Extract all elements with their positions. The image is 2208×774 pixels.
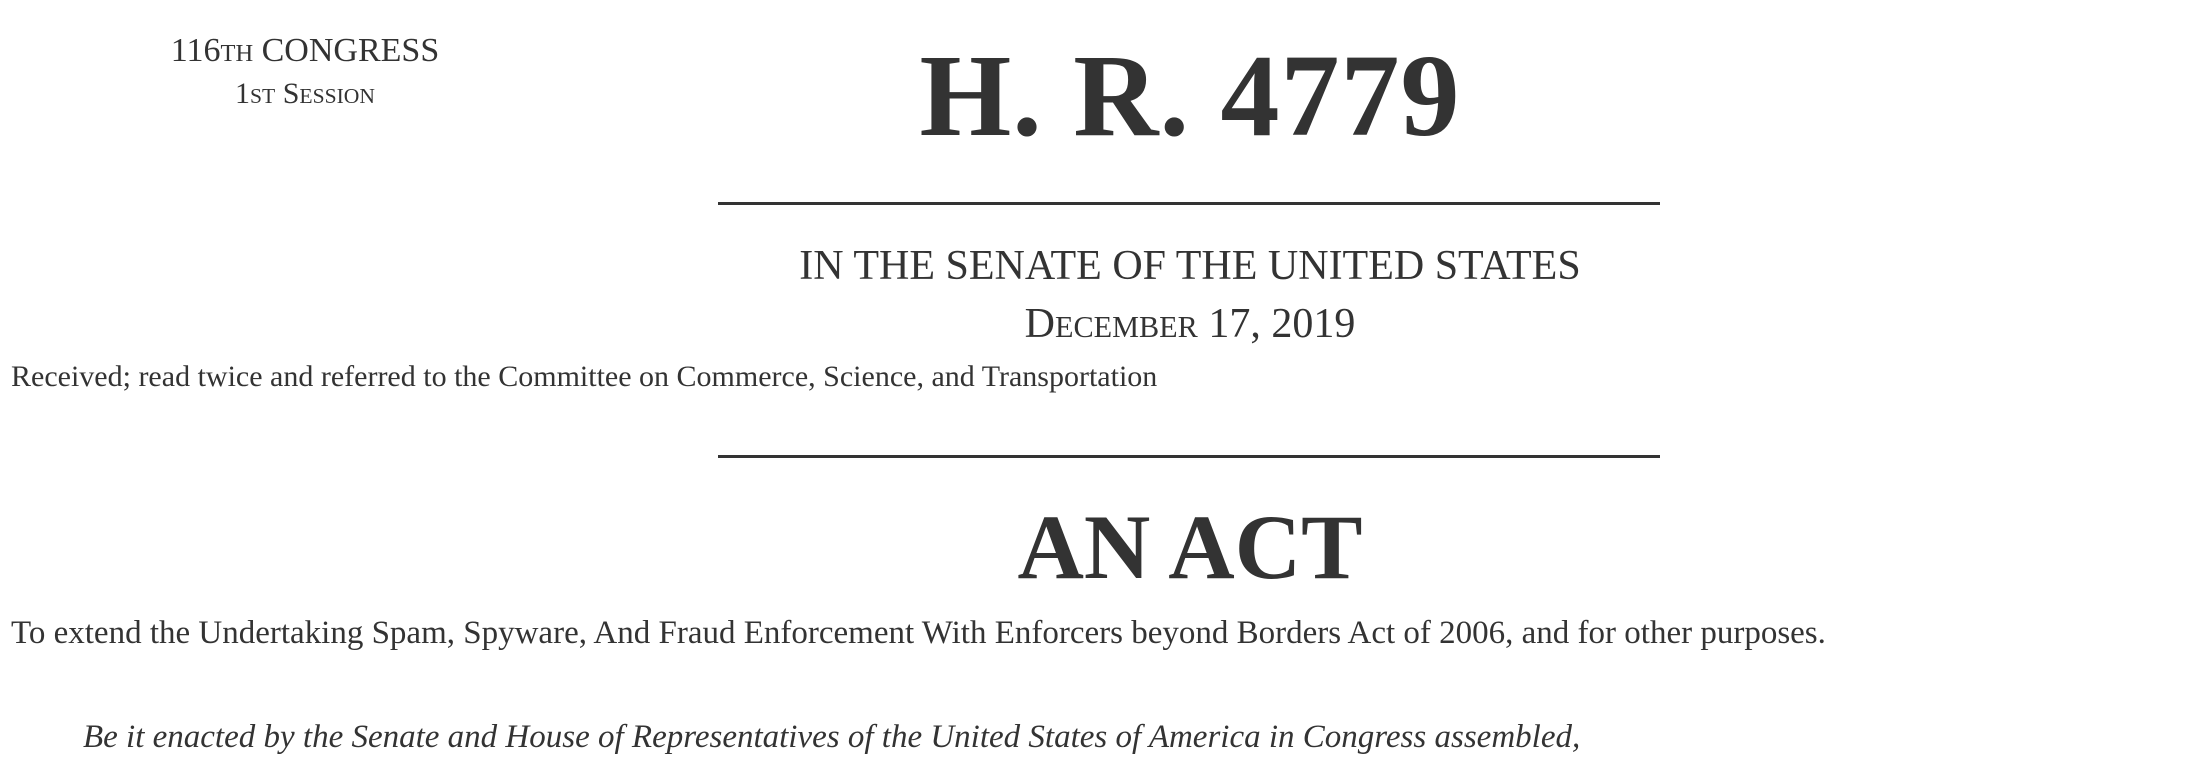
congress-ordinal-suffix: TH [220, 40, 254, 67]
date-month-initial: D [1024, 301, 1056, 347]
enacting-clause: Be it enacted by the Senate and House of Representatives of the United States of America in Congress assembled, [83, 719, 1581, 755]
date-month-rest: ECEMBER [1055, 310, 1198, 344]
session-word-rest: ESSION [299, 83, 375, 108]
bill-number: H. R. 4779 [919, 30, 1461, 161]
session-ordinal-suffix: ST [250, 83, 276, 108]
act-heading: AN ACT [1017, 496, 1363, 598]
purpose-statement: To extend the Undertaking Spam, Spyware, And Fraud Enforcement With Enforcers beyond Borders Act of 2006, and for other purposes. [11, 615, 1826, 651]
date-line [720, 298, 1660, 351]
congress-session-block [160, 30, 450, 112]
congress-word: CONGRESS [261, 32, 440, 69]
top-divider [718, 202, 1660, 205]
session-label [160, 75, 450, 113]
congress-label [160, 30, 450, 73]
session-number: 1 [235, 76, 250, 110]
chamber-heading: IN THE SENATE OF THE UNITED STATES [799, 243, 1581, 289]
session-initial: S [282, 76, 300, 110]
referral-note: Received; read twice and referred to the Committee on Commerce, Science, and Transportation [11, 360, 1158, 393]
middle-divider [718, 455, 1660, 458]
congress-number: 116 [170, 32, 221, 69]
date-day-year: 17, 2019 [1208, 301, 1356, 347]
